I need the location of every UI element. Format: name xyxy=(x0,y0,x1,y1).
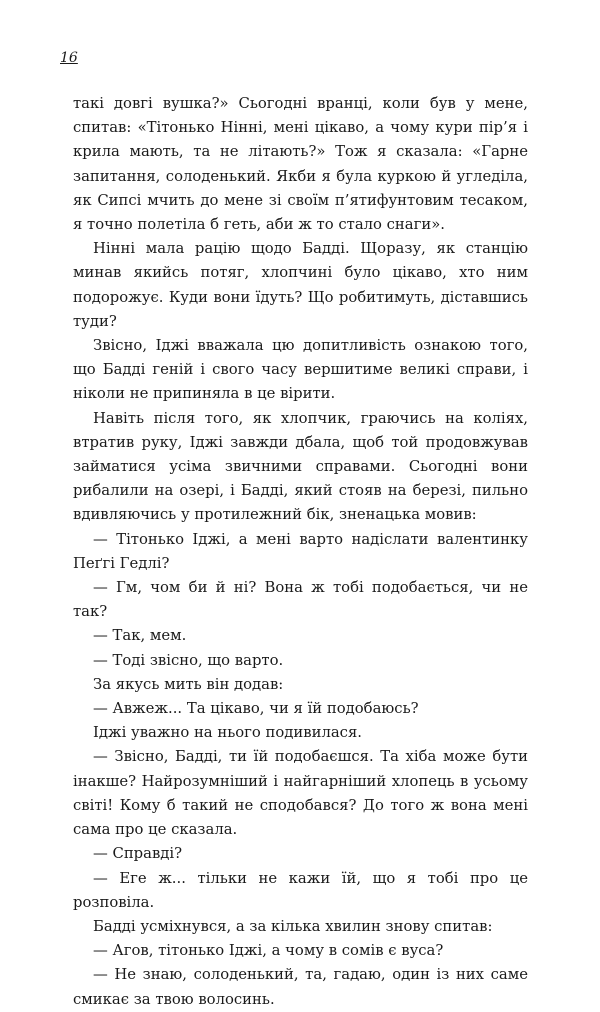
dialogue-line: — Агов, тітонько Іджі, а чому в сомів є вуса? xyxy=(93,942,444,960)
dialogue-line: — Еге ж... тільки не кажи їй, що я тобі про це розповіла. xyxy=(73,869,528,911)
dialogue-line: — Звісно, Бадді, ти їй подобаєшся. Та хіба може бути інакше? Найрозумніший і найгарніший хлопець в усьому світі! Кому б такий не сподобався? До того ж вона мені сама про це сказала. xyxy=(73,748,528,839)
paragraph: Звісно, Іджі вважала цю допитливість ознакою того, що Бадді геній і свого часу вершитиме великі справи, і ніколи не припиняла в це вірити. xyxy=(73,337,528,403)
paragraph: такі довгі вушка?» Сьогодні вранці, коли був у мене, спитав: «Тітонько Нінні, мені цікаво, а чому кури пір’я і крила мають, та не літають?» Тож я сказала: «Гарне запитання, солоденький. Якби я була куркою й угледіла, як Сипсі мчить до мене зі своїм п’ятифунтовим тесаком, я точно полетіла б геть, аби ж то стало снаги». xyxy=(73,95,528,234)
dialogue-line: — Авжеж... Та цікаво, чи я їй подобаюсь? xyxy=(93,700,419,718)
dialogue-line: — Справді? xyxy=(93,845,183,863)
dialogue-line: — Так, мем. xyxy=(93,627,187,645)
paragraph: За якусь мить він додав: xyxy=(93,675,284,693)
paragraph: Навіть після того, як хлопчик, граючись на коліях, втратив руку, Іджі завжди дбала, щоб той продовжував займатися усіма звичними справами. Сьогодні вони рибалили на озері, і Бадді, який стояв на березі, пильно вдивляючись у протилежний бік, зненацька мовив: xyxy=(73,409,528,524)
page-number: 16 xyxy=(60,50,78,66)
body-text xyxy=(73,92,528,1012)
dialogue-line: — Гм, чом би й ні? Вона ж тобі подобається, чи не так? xyxy=(73,579,528,621)
paragraph: Нінні мала рацію щодо Бадді. Щоразу, як станцію минав якийсь потяг, хлопчині було цікаво, хто ним подорожує. Куди вони їдуть? Що робитимуть, діставшись туди? xyxy=(73,240,528,330)
dialogue-line: — Тітонько Іджі, а мені варто надіслати валентинку Пеґгі Гедлі? xyxy=(73,530,528,572)
dialogue-line: — Не знаю, солоденький, та, гадаю, один із них саме смикає за твою волосинь. xyxy=(73,966,528,1008)
paragraph: Іджі уважно на нього подивилася. xyxy=(93,724,363,742)
paragraph: Бадді усміхнувся, а за кілька хвилин знову спитав: xyxy=(93,917,493,935)
dialogue-line: — Тоді звісно, що варто. xyxy=(93,651,284,669)
